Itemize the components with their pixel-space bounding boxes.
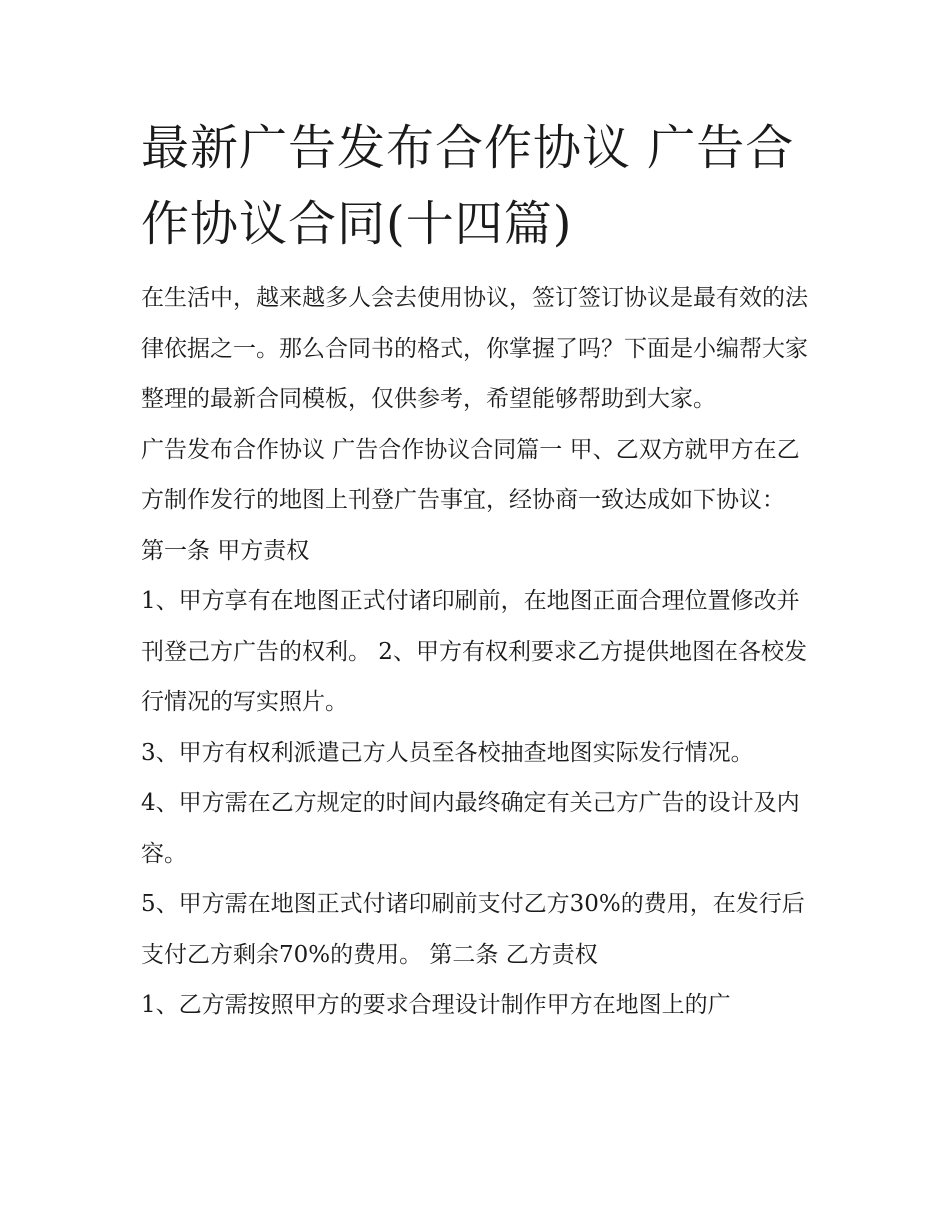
paragraph-clause-5: 5、甲方需在地图正式付诸印刷前支付乙方30%的费用，在发行后支付乙方剩余70%的费用。 第二条 乙方责权 [141,891,805,968]
paragraph-article-two-clause-1: 1、乙方需按照甲方的要求合理设计制作甲方在地图上的广 [141,992,731,1018]
document-body [141,273,813,1031]
paragraph-clause-3: 3、甲方有权利派遣己方人员至各校抽查地图实际发行情况。 [141,739,754,766]
paragraph-article-one-heading: 广告发布合作协议 广告合作协议合同篇一 甲、乙双方就甲方在乙方制作发行的地图上刊登广告事宜，经协商一致达成如下协议： 第一条 甲方责权 [141,436,800,564]
document-title: 最新广告发布合作协议 广告合作协议合同(十四篇) [141,120,795,252]
paragraph-intro: 在生活中，越来越多人会去使用协议，签订签订协议是最有效的法律依据之一。那么合同书的格式，你掌握了吗？下面是小编帮大家整理的最新合同模板，仅供参考，希望能够帮助到大家。 [141,285,808,412]
document-page [141,110,813,1031]
paragraph-clause-1-2: 1、甲方享有在地图正式付诸印刷前，在地图正面合理位置修改并刊登己方广告的权利。 2、甲方有权利要求乙方提供地图在各校发行情况的写实照片。 [141,588,807,715]
paragraph-clause-4: 4、甲方需在乙方规定的时间内最终确定有关己方广告的设计及内容。 [141,790,800,867]
